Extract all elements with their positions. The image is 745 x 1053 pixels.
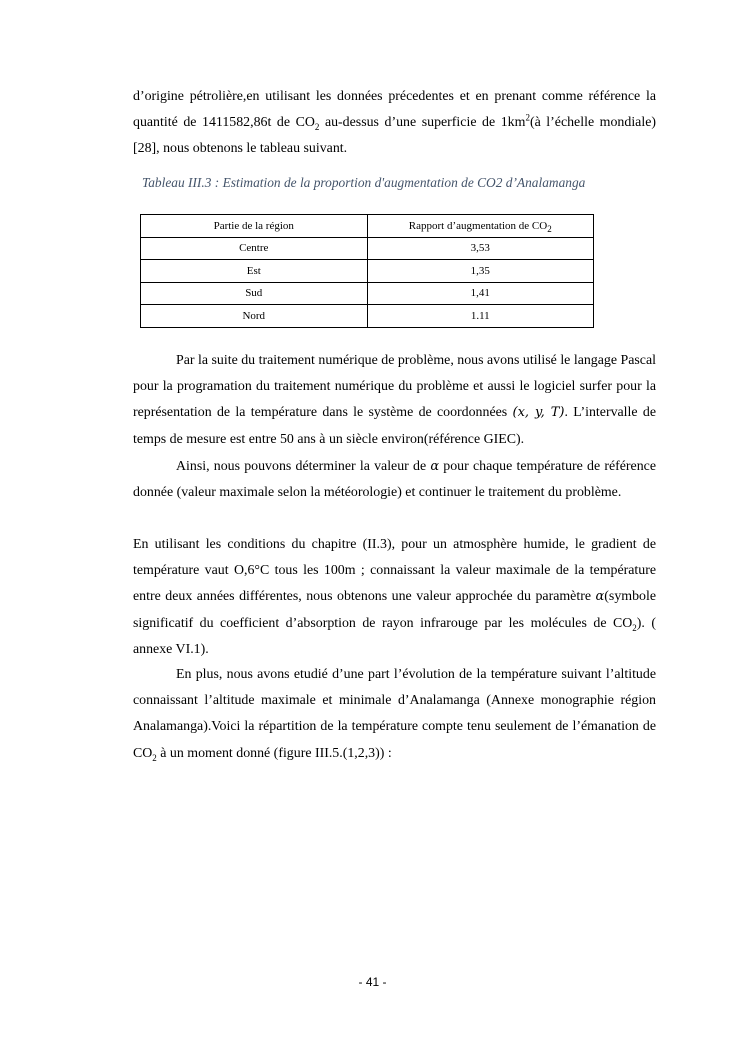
intro-text-1: d’origine pétrolière,en utilisant les données précedentes et en prenant comme référence la quantité de 1411582,86t de CO <box>133 89 656 131</box>
intro-text-3: (à l’échelle mondiale) [28], nous obtenons le tableau suivant. <box>133 115 656 157</box>
cell-region: Est <box>141 260 368 283</box>
intro-text-2: au-dessus d’une superficie de 1km <box>319 115 526 131</box>
enplus-paragraph <box>133 662 656 767</box>
conditions-text-end: ). ( annexe VI.1). <box>133 615 656 657</box>
table-header-row <box>141 215 594 238</box>
pascal-paragraph <box>133 348 656 453</box>
enplus-text: En plus, nous avons etudié d’une part l’évolution de la température suivant l’altitude connaissant l’altitude maximale et minimale d’Analamanga (Annexe monographie région Analamanga).Voici la répartition de la température compte tenu seulement de l’émanation de CO <box>133 667 656 761</box>
table-row <box>141 282 594 305</box>
conditions-paragraph <box>133 532 656 663</box>
alpha-math: α <box>595 589 605 605</box>
ainsi-paragraph <box>133 454 656 506</box>
enplus-subscript: 2 <box>152 752 157 763</box>
intro-paragraph <box>133 84 656 163</box>
co2-table <box>140 214 594 328</box>
intro-superscript: 2 <box>525 112 530 123</box>
table-row <box>141 260 594 283</box>
table-row <box>141 305 594 328</box>
cell-region: Nord <box>141 305 368 328</box>
header-rapport <box>367 215 594 238</box>
pascal-text: Par la suite du traitement numérique de problème, nous avons utilisé le langage Pascal pour la programation du traitement numérique du problème et aussi le logiciel surfer pour la représentation de la température dans le système de coordonnées <box>133 353 656 421</box>
pascal-text-end: . L’intervalle de temps de mesure est entre 50 ans à un siècle environ(référence GIEC). <box>133 405 656 447</box>
cell-value: 3,53 <box>367 237 594 260</box>
page-number: - 41 - <box>358 975 387 989</box>
cell-value: 1,41 <box>367 282 594 305</box>
conditions-subscript: 2 <box>632 622 637 633</box>
intro-subscript: 2 <box>314 121 320 132</box>
cell-region: Sud <box>141 282 368 305</box>
cell-value: 1,35 <box>367 260 594 283</box>
table-row <box>141 237 594 260</box>
alpha-math: α <box>430 459 440 474</box>
enplus-text-end: à un moment donné (figure III.5.(1,2,3)) : <box>156 745 392 761</box>
cell-value: 1.11 <box>367 305 594 328</box>
cell-region: Centre <box>141 237 368 260</box>
coordinates-math: (x, y, T) <box>512 405 565 421</box>
ainsi-text-end: pour chaque température de référence donnée (valeur maximale selon la météorologie) et continuer le traitement du problème. <box>133 459 656 501</box>
header-rapport-subscript: 2 <box>547 223 552 234</box>
conditions-text-mid: (symbole significatif du coefficient d’absorption de rayon infrarouge par les molécules de CO <box>133 589 656 631</box>
table-caption: Tableau III.3 : Estimation de la proportion d'augmentation de CO2 d’Analamanga <box>142 175 586 190</box>
header-rapport-text: Rapport d’augmentation de CO <box>408 219 548 232</box>
header-region: Partie de la région <box>141 215 368 238</box>
conditions-text: En utilisant les conditions du chapitre (II.3), pour un atmosphère humide, le gradient de température vaut O,6°C tous les 100m ; connaissant la valeur maximale de la température entre deux années différentes, nous obtenons une valeur approchée du paramètre <box>133 537 656 605</box>
ainsi-text: Ainsi, nous pouvons déterminer la valeur de <box>176 459 431 474</box>
